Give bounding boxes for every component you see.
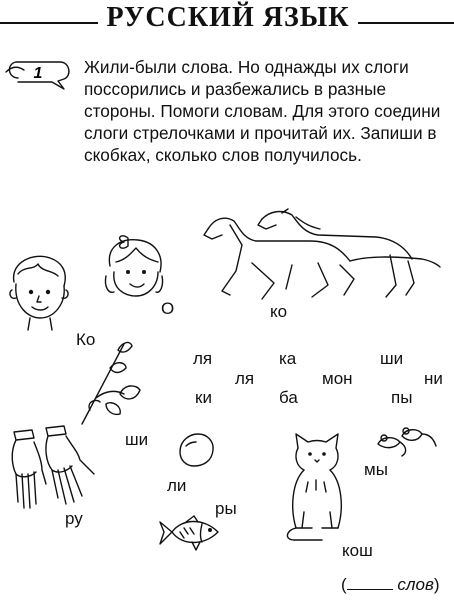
syllable-py: пы	[391, 388, 413, 407]
gloves-icon	[6, 422, 102, 514]
syllable-my: мы	[364, 460, 388, 479]
syllable-ni: ни	[424, 369, 443, 388]
syllable-kosh: кош	[342, 541, 373, 560]
task-number-badge	[4, 56, 74, 94]
cat-icon	[282, 432, 352, 542]
task-number: 1	[33, 65, 43, 82]
syllable-mon: мон	[322, 369, 353, 388]
girl-icon	[102, 232, 168, 302]
answer-word: слов	[397, 575, 434, 594]
lemon-icon	[176, 432, 216, 468]
branch-icon	[76, 340, 146, 430]
syllable-lya-1: ля	[193, 349, 213, 368]
boy-icon	[4, 252, 74, 332]
title-rule-right	[358, 22, 454, 24]
syllable-lya-2: ля	[235, 369, 255, 388]
task-instruction: Жили-были слова. Но однажды их слоги поссорились и разбежались в разные стороны. Помоги словам. Для этого соедини слоги стрелочками и прочитай их. Запиши в скобках, сколько слов получилось.	[84, 57, 441, 165]
syllable-ba: ба	[279, 388, 298, 407]
syllable-ki: ки	[195, 388, 212, 407]
mice-icon	[374, 426, 438, 460]
page-title: РУССКИЙ ЯЗЫК	[106, 2, 350, 33]
syllable-ru: ру	[65, 509, 83, 528]
answer-blank	[341, 575, 440, 595]
syllable-li: ли	[167, 476, 187, 495]
answer-open-paren: (	[341, 575, 347, 594]
syllable-ko-horses: ко	[270, 302, 288, 321]
syllable-ko-boy: Ко	[76, 330, 96, 349]
fish-icon	[158, 512, 232, 554]
horses-icon	[200, 205, 442, 305]
answer-close-paren: )	[433, 575, 440, 594]
syllable-shi-1: ши	[380, 349, 404, 368]
syllable-shi-2: ши	[125, 430, 149, 449]
syllable-o: О	[161, 299, 175, 318]
answer-line[interactable]	[347, 575, 393, 590]
title-rule-left	[0, 22, 98, 24]
syllable-ka: ка	[279, 349, 297, 368]
syllable-ry: ры	[215, 499, 237, 518]
